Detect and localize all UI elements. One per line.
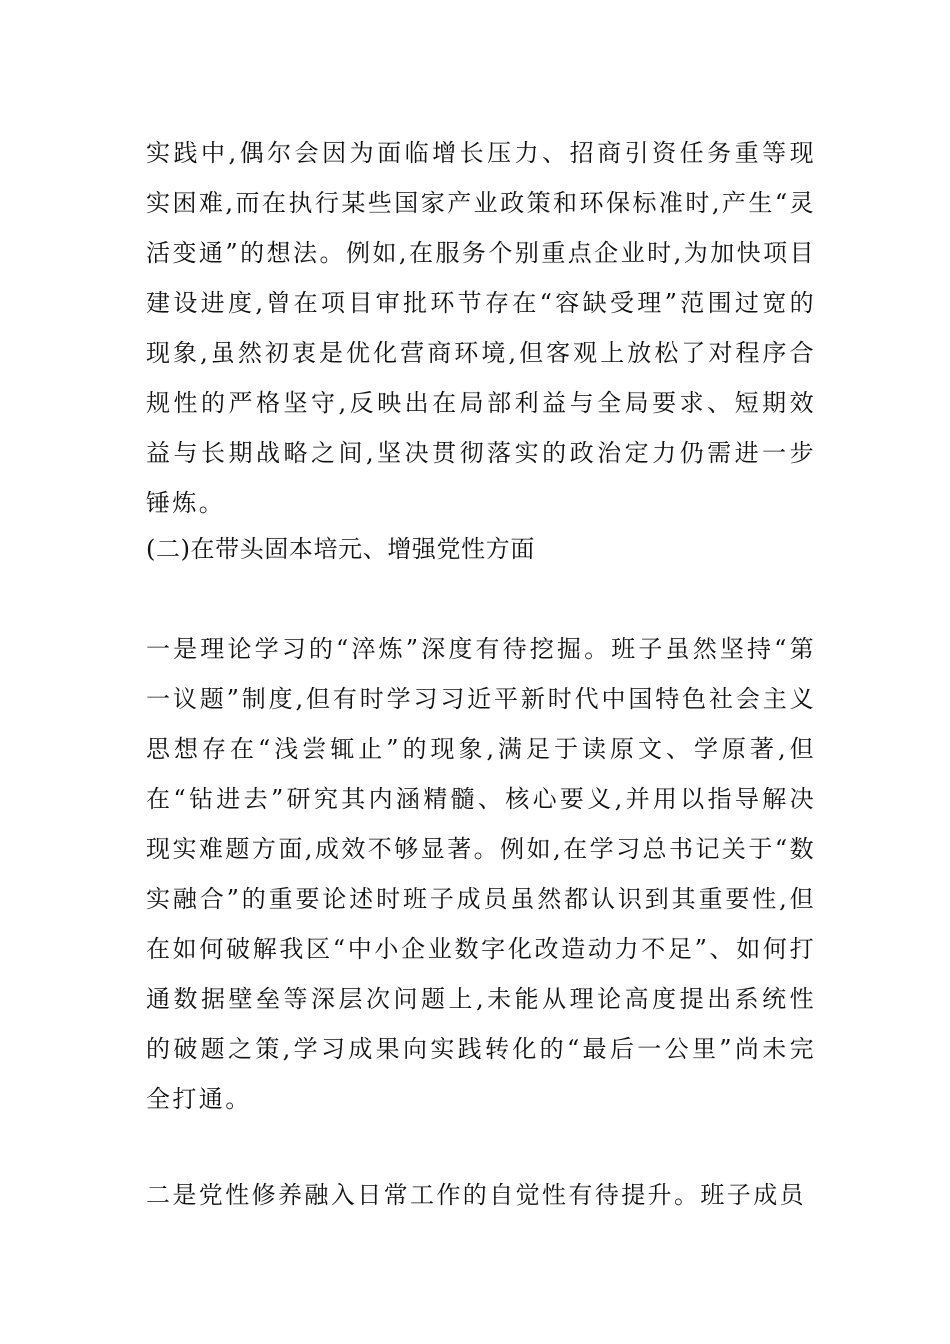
body-paragraph-political-resolve: 实践中,偶尔会因为面临增长压力、招商引资任务重等现实困难,而在执行某些国家产业政策和环保标准时,产生“灵活变通”的想法。例如,在服务个别重点企业时,为加快项目建设进度,曾在项目审批环节存在“容缺受理”范围过宽的现象,虽然初衷是优化营商环境,但客观上放松了对程序合规性的严格坚守,反映出在局部利益与全局要求、短期效益与长期战略之间,坚决贯彻落实的政治定力仍需进一步锤炼。 [146, 139, 816, 517]
body-paragraph-party-cultivation: 二是党性修养融入日常工作的自觉性有待提升。班子成员 [146, 1181, 806, 1209]
section-heading-party-spirit: (二)在带头固本培元、增强党性方面 [146, 535, 535, 563]
body-paragraph-theory-study: 一是理论学习的“淬炼”深度有待挖掘。班子虽然坚持“第一议题”制度,但有时学习习近平新时代中国特色社会主义思想存在“浅尝辄止”的现象,满足于读原文、学原著,但在“钻进去”研究其内涵精髓、核心要义,并用以指导解决现实难题方面,成效不够显著。例如,在学习总书记关于“数实融合”的重要论述时班子成员虽然都认识到其重要性,但在如何破解我区“中小企业数字化改造动力不足”、如何打通数据壁垒等深层次问题上,未能从理论高度提出系统性的破题之策,学习成果向实践转化的“最后一公里”尚未完全打通。 [146, 635, 816, 1113]
